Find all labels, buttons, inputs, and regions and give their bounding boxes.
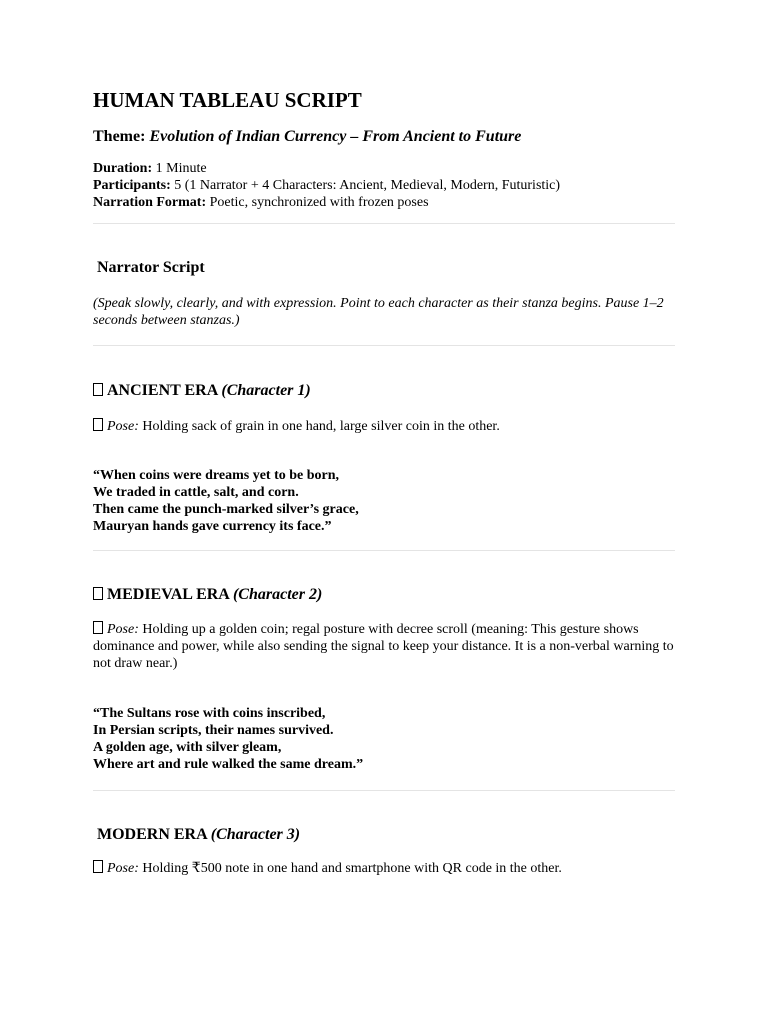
format-label: Narration Format: bbox=[93, 195, 207, 210]
verse-line: A golden age, with silver gleam, bbox=[93, 740, 282, 755]
participants-line bbox=[93, 177, 675, 194]
theme-line bbox=[93, 127, 675, 146]
medieval-pose-text: Holding up a golden coin; regal posture with decree scroll (meaning: This gesture shows dominance and power, while also sending the signal to keep your distance. It is a non-verbal warning to not draw near.) bbox=[93, 622, 674, 671]
ancient-verse bbox=[93, 467, 675, 535]
document-page bbox=[93, 88, 675, 877]
duration-line bbox=[93, 160, 675, 177]
modern-pose-label: Pose: bbox=[107, 861, 139, 876]
medieval-pose-label: Pose: bbox=[107, 622, 139, 637]
modern-pose-line bbox=[93, 860, 675, 877]
medieval-verse bbox=[93, 705, 675, 773]
narrator-heading: Narrator Script bbox=[97, 259, 205, 276]
divider bbox=[93, 790, 675, 791]
duration-value: 1 Minute bbox=[152, 161, 207, 176]
missing-glyph-icon bbox=[93, 418, 103, 431]
participants-label: Participants: bbox=[93, 178, 171, 193]
verse-line: We traded in cattle, salt, and corn. bbox=[93, 485, 299, 500]
narrator-instructions: (Speak slowly, clearly, and with expression. Point to each character as their stanza begins. Pause 1–2 seconds between stanzas.) bbox=[93, 296, 664, 328]
ancient-pose-line bbox=[93, 418, 675, 435]
verse-line: Where art and rule walked the same dream.” bbox=[93, 757, 364, 772]
missing-glyph-icon bbox=[93, 860, 103, 873]
verse-line: Then came the punch-marked silver’s grace, bbox=[93, 502, 359, 517]
ancient-pose-label: Pose: bbox=[107, 419, 139, 434]
document-title: HUMAN TABLEAU SCRIPT bbox=[93, 88, 362, 112]
modern-era-character: (Character 3) bbox=[210, 826, 301, 843]
theme-value: Evolution of Indian Currency – From Ancient to Future bbox=[149, 128, 522, 145]
modern-era-heading bbox=[93, 825, 675, 844]
divider bbox=[93, 550, 675, 551]
format-value: Poetic, synchronized with frozen poses bbox=[206, 195, 429, 210]
verse-line: In Persian scripts, their names survived. bbox=[93, 723, 334, 738]
ancient-era-character: (Character 1) bbox=[221, 382, 311, 399]
medieval-era-heading bbox=[93, 585, 675, 604]
ancient-era-heading bbox=[93, 381, 675, 400]
missing-glyph-icon bbox=[93, 383, 103, 396]
missing-glyph-icon bbox=[93, 621, 103, 634]
ancient-era-title: ANCIENT ERA bbox=[107, 382, 222, 399]
duration-label: Duration: bbox=[93, 161, 153, 176]
modern-era-title: MODERN ERA bbox=[97, 826, 211, 843]
format-line bbox=[93, 194, 675, 211]
theme-label: Theme: bbox=[93, 128, 146, 145]
medieval-era-title: MEDIEVAL ERA bbox=[107, 586, 233, 603]
medieval-pose-line bbox=[93, 621, 675, 672]
modern-pose-text: Holding ₹500 note in one hand and smartphone with QR code in the other. bbox=[138, 861, 562, 876]
participants-value: 5 (1 Narrator + 4 Characters: Ancient, Medieval, Modern, Futuristic) bbox=[170, 178, 561, 193]
medieval-era-character: (Character 2) bbox=[232, 586, 323, 603]
verse-line: “The Sultans rose with coins inscribed, bbox=[93, 706, 326, 721]
ancient-pose-text: Holding sack of grain in one hand, large silver coin in the other. bbox=[138, 419, 500, 434]
divider bbox=[93, 345, 675, 346]
missing-glyph-icon bbox=[93, 587, 103, 600]
divider bbox=[93, 223, 675, 224]
verse-line: Mauryan hands gave currency its face.” bbox=[93, 519, 332, 534]
verse-line: “When coins were dreams yet to be born, bbox=[93, 468, 340, 483]
meta-block bbox=[93, 160, 675, 211]
